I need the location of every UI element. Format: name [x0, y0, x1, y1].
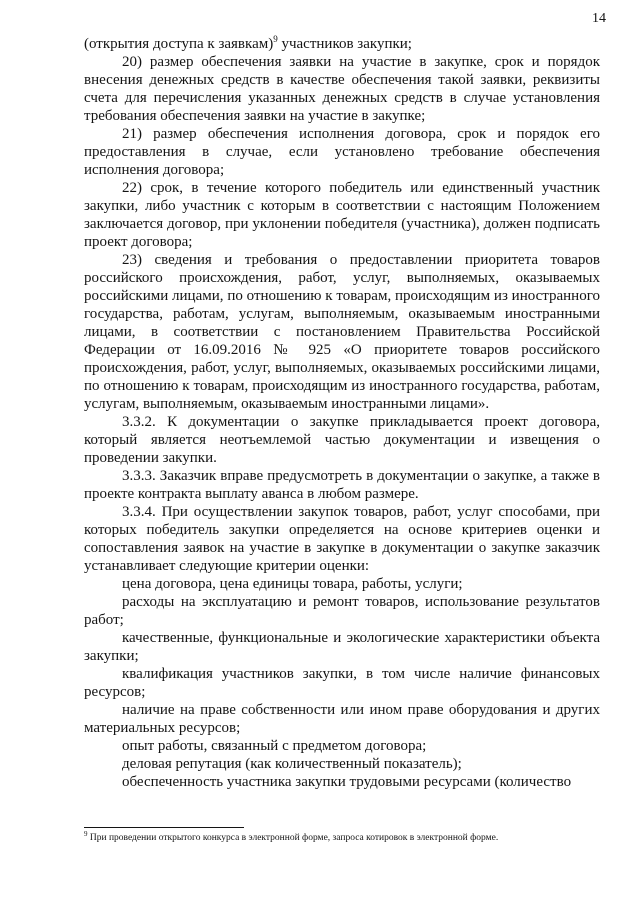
list-item-22: 22) срок, в течение которого победитель или единственный участник закупки, либо участник с которым в соответствии с настоящим Положением заключается договор, при уклонении победителя (участника), должен подписать проект договора;: [84, 180, 600, 250]
criterion-qualification: квалификация участников закупки, в том числе наличие финансовых ресурсов;: [84, 666, 600, 700]
footnote-reference: 9: [273, 34, 278, 44]
section-3-3-4: 3.3.4. При осуществлении закупок товаров, работ, услуг способами, при которых победитель закупки определяется на основе критериев оценки и сопоставления заявок на участие в закупке в документации о закупке заказчик устанавливает следующие критерии оценки:: [84, 504, 600, 574]
section-3-3-2: 3.3.2. К документации о закупке прикладывается проект договора, который является неотъемлемой частью документации и извещения о проведении закупки.: [84, 414, 600, 466]
section-3-3-3: 3.3.3. Заказчик вправе предусмотреть в документации о закупке, а также в проекте контракта выплату аванса в любом размере.: [84, 468, 600, 502]
footnote-text: При проведении открытого конкурса в электронной форме, запроса котировок в электронной форме.: [87, 833, 499, 843]
paragraph-text: (открытия доступа к заявкам): [84, 36, 274, 52]
list-item-20: 20) размер обеспечения заявки на участие в закупке, срок и порядок внесения денежных средств в качестве обеспечения такой заявки, реквизиты счета для перечисления указанных денежных средств в случае установления требования обеспечения заявки на участие в закупке;: [84, 54, 600, 124]
list-item-23: 23) сведения и требования о предоставлении приоритета товаров российского происхождения, работ, услуг, выполняемых, оказываемых российскими лицами, по отношению к товарам, происходящим из иностранного государства, работам, услугам, выполняемым, оказываемым иностранными лицами, в соответствии с постановлением Правительства Российской Федерации от 16.09.2016 № 925 «О приоритете товаров российского происхождения, работ, услуг, выполняемых, оказываемых российскими лицами, по отношению к товарам, происходящим из иностранного государства, работам, услугам, выполняемым, оказываемым иностранными лицами».: [84, 252, 600, 412]
criterion-labor-resources: обеспеченность участника закупки трудовыми ресурсами (количество: [122, 774, 572, 790]
criterion-experience: опыт работы, связанный с предметом договора;: [122, 738, 427, 754]
footnote: [84, 829, 604, 844]
criterion-reputation: деловая репутация (как количественный показатель);: [122, 756, 462, 772]
criterion-quality: качественные, функциональные и экологические характеристики объекта закупки;: [84, 630, 600, 664]
page-number: 14: [592, 11, 606, 26]
criterion-expenses: расходы на эксплуатацию и ремонт товаров, использование результатов работ;: [84, 594, 600, 628]
list-item-21: 21) размер обеспечения исполнения договора, срок и порядок его предоставления в случае, если установлено требование обеспечения исполнения договора;: [84, 126, 600, 178]
criterion-price: цена договора, цена единицы товара, работы, услуги;: [122, 576, 463, 592]
footnote-divider: [84, 827, 244, 828]
criterion-equipment: наличие на праве собственности или ином праве оборудования и других материальных ресурсов;: [84, 702, 600, 736]
body-text: [84, 35, 600, 791]
paragraph-continuation: [84, 35, 600, 53]
paragraph-text-tail: участников закупки;: [277, 36, 412, 52]
footnote-marker: 9: [84, 829, 88, 838]
